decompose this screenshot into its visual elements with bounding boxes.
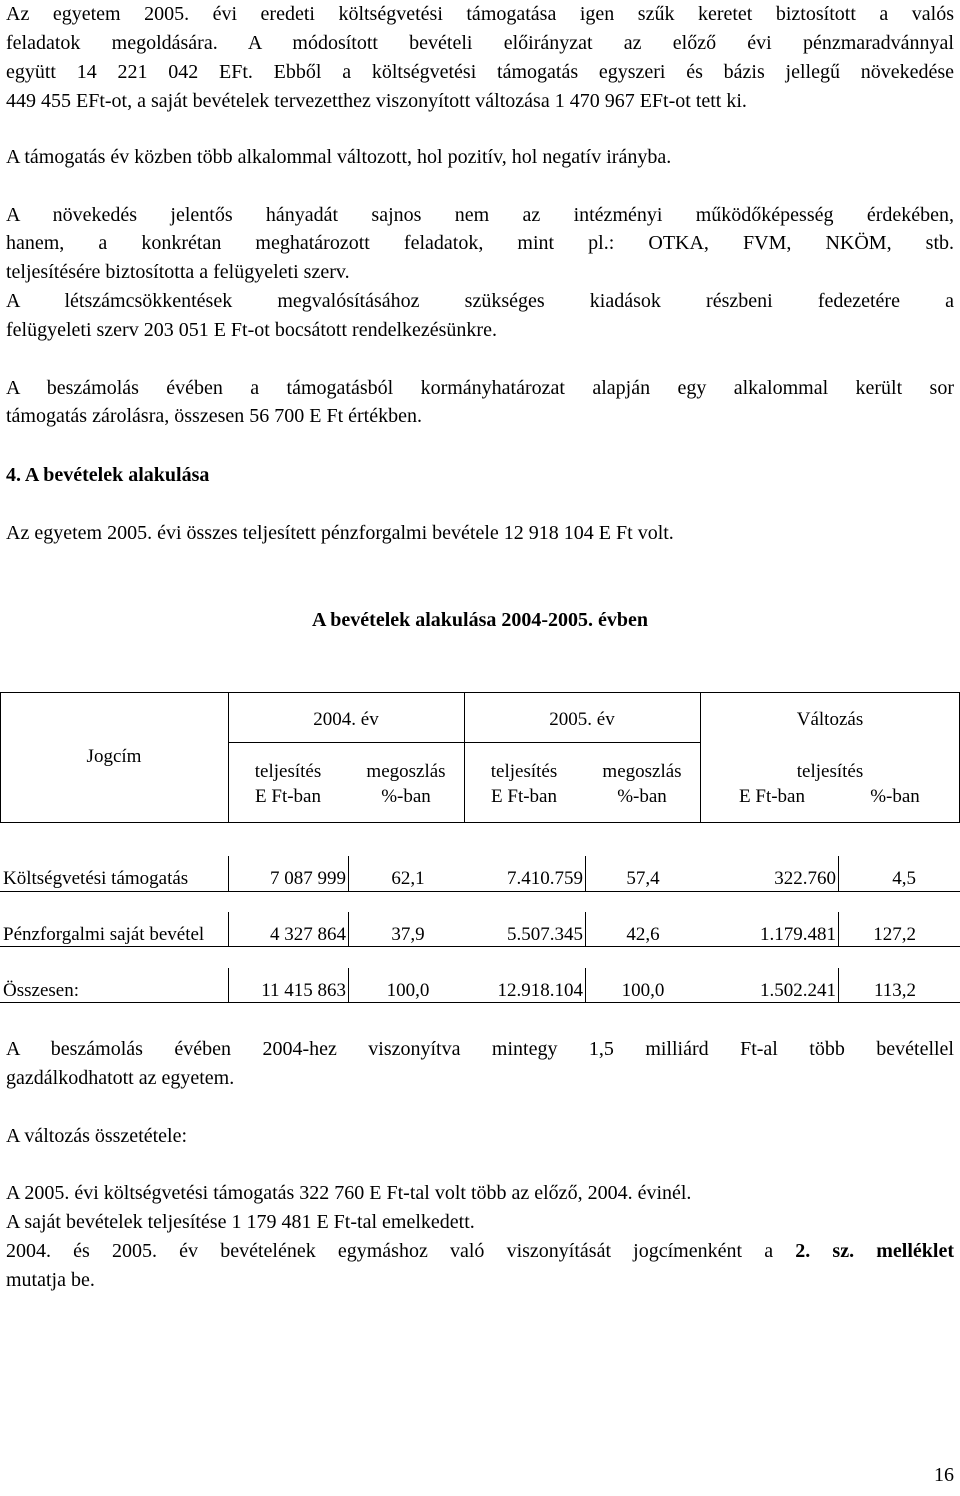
header-year-2004: 2004. év bbox=[313, 709, 379, 730]
cell-t2004: 11 415 863 bbox=[261, 980, 346, 1001]
paragraph-line: Az egyetem 2005. évi összes teljesített pénzforgalmi bevétele 12 918 104 E Ft volt. bbox=[6, 522, 674, 544]
table-col-rule bbox=[348, 856, 349, 892]
cell-m2004: 62,1 bbox=[391, 868, 425, 889]
cell-change-eft: 1.502.241 bbox=[760, 980, 836, 1001]
table-row-rule bbox=[0, 1002, 960, 1003]
header-teljesites: teljesítés bbox=[796, 761, 864, 782]
paragraph-text: 2004. és 2005. év bevételének egymáshoz való viszonyítását jogcímenként a bbox=[6, 1240, 796, 1262]
cell-m2004: 37,9 bbox=[391, 924, 425, 945]
header-eft: E Ft-ban bbox=[491, 786, 557, 807]
row-label: Összesen: bbox=[3, 980, 79, 1001]
attachment-ref: 2. sz. bbox=[795, 1240, 855, 1262]
cell-t2005: 5.507.345 bbox=[507, 924, 583, 945]
paragraph-line: támogatás zárolásra, összesen 56 700 E Ft értékben. bbox=[6, 405, 422, 427]
page-number: 16 bbox=[934, 1464, 954, 1486]
header-megoszlas: megoszlás bbox=[366, 761, 446, 782]
cell-t2004: 4 327 864 bbox=[270, 924, 346, 945]
paragraph-line: A támogatás év közben több alkalommal változott, hol pozitív, hol negatív irányba. bbox=[6, 146, 672, 168]
cell-change-pct: 4,5 bbox=[892, 868, 916, 889]
header-jogcim: Jogcím bbox=[86, 746, 142, 767]
cell-t2005: 12.918.104 bbox=[497, 980, 583, 1001]
paragraph-line: teljesítésére biztosította a felügyeleti szerv. bbox=[6, 261, 350, 283]
cell-change-eft: 1.179.481 bbox=[760, 924, 836, 945]
paragraph-line: 449 455 EFt-ot, a saját bevételek tervezetthez viszonyított változása 1 470 967 EFt-ot tett ki. bbox=[6, 90, 747, 112]
header-pct: %-ban bbox=[870, 786, 920, 807]
header-megoszlas: megoszlás bbox=[602, 761, 682, 782]
cell-m2005: 100,0 bbox=[621, 980, 665, 1001]
header-pct: %-ban bbox=[381, 786, 431, 807]
table-title: A bevételek alakulása 2004-2005. évben bbox=[311, 609, 649, 631]
paragraph-line: gazdálkodhatott az egyetem. bbox=[6, 1067, 235, 1089]
paragraph-line: A változás összetétele: bbox=[6, 1125, 188, 1147]
header-eft: E Ft-ban bbox=[739, 786, 805, 807]
section-heading: 4. A bevételek alakulása bbox=[6, 464, 210, 486]
cell-change-eft: 322.760 bbox=[774, 868, 836, 889]
paragraph-line: mutatja be. bbox=[6, 1269, 95, 1291]
row-label: Költségvetési támogatás bbox=[3, 868, 189, 889]
header-year-2005: 2005. év bbox=[549, 709, 615, 730]
cell-t2004: 7 087 999 bbox=[270, 868, 346, 889]
paragraph-line: együtt 14 221 042 EFt. Ebből a költségvetési támogatás egyszeri és bázis jellegű növekedése bbox=[6, 61, 954, 83]
paragraph-line: A beszámolás évében 2004-hez viszonyítva mintegy 1,5 milliárd Ft-al több bevétellel bbox=[6, 1038, 954, 1060]
cell-m2004: 100,0 bbox=[386, 980, 430, 1001]
paragraph-text bbox=[854, 1240, 876, 1262]
table-header-bottom bbox=[0, 822, 960, 823]
cell-t2005: 7.410.759 bbox=[507, 868, 583, 889]
paragraph-line: A 2005. évi költségvetési támogatás 322 760 E Ft-tal volt több az előző, 2004. évinél. bbox=[6, 1182, 692, 1204]
table-border-top bbox=[0, 692, 960, 693]
cell-change-pct: 113,2 bbox=[873, 980, 916, 1001]
header-eft: E Ft-ban bbox=[255, 786, 321, 807]
paragraph-line: A létszámcsökkentések megvalósításához szükséges kiadások részbeni fedezetére a bbox=[6, 290, 954, 312]
table-col-rule bbox=[348, 912, 349, 947]
attachment-ref: melléklet bbox=[876, 1240, 954, 1262]
table-col-rule bbox=[348, 968, 349, 1003]
row-label: Pénzforgalmi saját bevétel bbox=[3, 924, 205, 945]
table-row-rule bbox=[0, 891, 960, 892]
cell-m2005: 42,6 bbox=[626, 924, 660, 945]
header-teljesites: teljesítés bbox=[254, 761, 322, 782]
cell-m2005: 57,4 bbox=[626, 868, 660, 889]
table-row-rule bbox=[0, 946, 960, 947]
paragraph-line: Az egyetem 2005. évi eredeti költségvetési támogatása igen szűk keretet biztosított a valós bbox=[6, 3, 954, 25]
header-valtozas: Változás bbox=[796, 709, 864, 730]
paragraph-line: felügyeleti szerv 203 051 E Ft-ot bocsátott rendelkezésünkre. bbox=[6, 319, 497, 341]
header-pct: %-ban bbox=[617, 786, 667, 807]
paragraph-line: A beszámolás évében a támogatásból kormányhatározat alapján egy alkalommal került sor bbox=[6, 377, 954, 399]
paragraph-line: feladatok megoldására. A módosított bevételi előirányzat az előző évi pénzmaradvánnyal bbox=[6, 32, 954, 54]
paragraph-line: A saját bevételek teljesítése 1 179 481 E Ft-tal emelkedett. bbox=[6, 1211, 475, 1233]
cell-change-pct: 127,2 bbox=[873, 924, 916, 945]
paragraph-line bbox=[6, 1241, 954, 1261]
paragraph-line: A növekedés jelentős hányadát sajnos nem az intézményi működőképesség érdekében, bbox=[6, 204, 954, 226]
header-teljesites: teljesítés bbox=[490, 761, 558, 782]
paragraph-line: hanem, a konkrétan meghatározott feladatok, mint pl.: OTKA, FVM, NKÖM, stb. bbox=[6, 232, 954, 254]
